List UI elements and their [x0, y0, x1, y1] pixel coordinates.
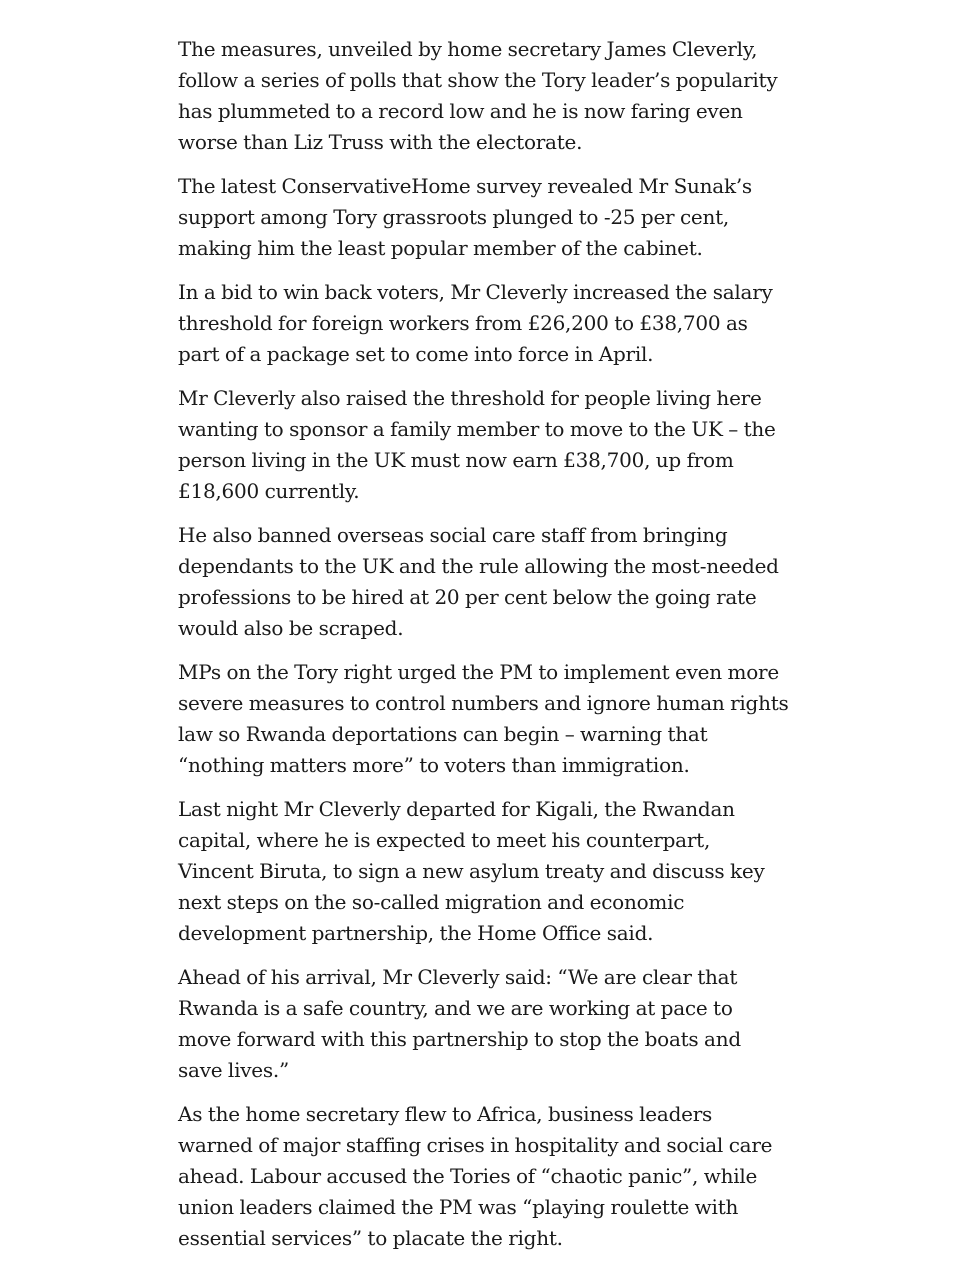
article-paragraph: Ahead of his arrival, Mr Cleverly said: “We are clear that Rwanda is a safe country, and we are working at pace to move forward with this partnership to stop the boats and save lives.” — [178, 965, 741, 1082]
article-paragraph: In a bid to win back voters, Mr Cleverly increased the salary threshold for foreign workers from £26,200 to £38,700 as part of a package set to come into force in April. — [178, 280, 773, 366]
article-paragraph: Mr Cleverly also raised the threshold for people living here wanting to sponsor a family member to move to the UK – the person living in the UK must now earn £38,700, up from £18,600 currently. — [178, 386, 776, 503]
article-paragraph: The measures, unveiled by home secretary James Cleverly, follow a series of polls that show the Tory leader’s popularity has plummeted to a record low and he is now faring even worse than Liz Truss with the electorate. — [178, 37, 778, 154]
article-body — [178, 34, 790, 1267]
article-paragraph: Last night Mr Cleverly departed for Kigali, the Rwandan capital, where he is expected to meet his counterpart, Vincent Biruta, to sign a new asylum treaty and discuss key next steps on the so-called migration and economic development partnership, the Home Office said. — [178, 797, 765, 945]
article-paragraph: As the home secretary flew to Africa, business leaders warned of major staffing crises in hospitality and social care ahead. Labour accused the Tories of “chaotic panic”, while union leaders claimed the PM was “playing roulette with essential services” to placate the right. — [178, 1102, 773, 1250]
article-paragraph: He also banned overseas social care staff from bringing dependants to the UK and the rule allowing the most-needed professions to be hired at 20 per cent below the going rate would also be scraped. — [178, 523, 779, 640]
article-paragraph: The latest ConservativeHome survey revealed Mr Sunak’s support among Tory grassroots plunged to -25 per cent, making him the least popular member of the cabinet. — [178, 174, 752, 260]
article-paragraph: MPs on the Tory right urged the PM to implement even more severe measures to control numbers and ignore human rights law so Rwanda deportations can begin – warning that “nothing matters more” to voters than immigration. — [178, 660, 789, 777]
